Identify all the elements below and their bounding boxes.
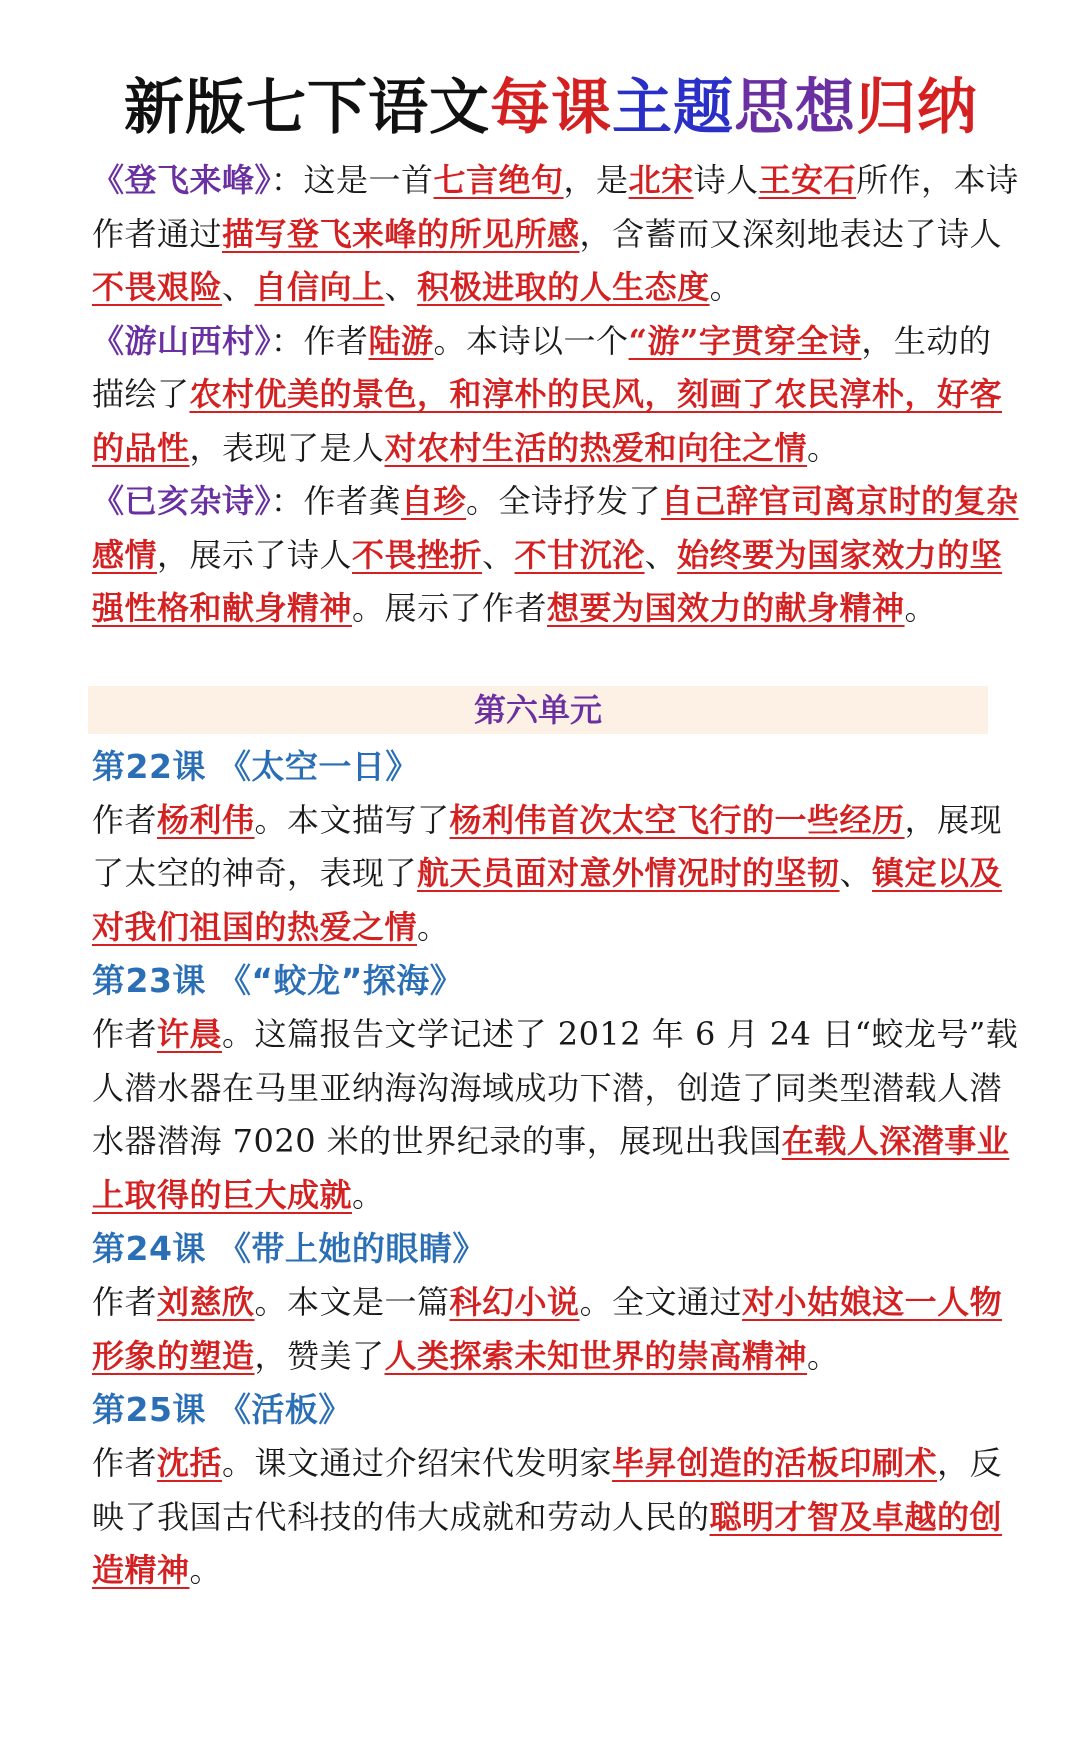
body-text: 。展示了作者: [352, 589, 548, 627]
key-point: 科幻小说: [449, 1283, 580, 1321]
body-text: ：这是一首: [271, 161, 434, 199]
key-point: 描写登飞来峰的所见所感: [222, 214, 580, 253]
key-point: 刘慈欣: [157, 1283, 255, 1321]
poem-paragraph: [92, 315, 1020, 476]
body-text: ，含蓄而又深刻地表达了诗人: [579, 214, 1003, 253]
title-segment: 主题: [612, 73, 734, 143]
unit-header: 第六单元: [88, 686, 988, 734]
body-text: 。: [807, 428, 840, 467]
poem-title: 《游山西村》: [92, 321, 272, 360]
title-segment: 每课: [490, 73, 612, 143]
body-text: 、: [482, 535, 515, 574]
body-text: ，展现了太空的神奇，表现了: [92, 800, 1003, 892]
body-text: ，反映了我国古代科技的伟大成就和劳动人民的: [92, 1444, 1003, 1536]
key-point: 陆游: [368, 321, 434, 360]
body-text: ，表现了是人: [189, 428, 385, 467]
key-point: 人类探索未知世界的崇高精神: [384, 1336, 808, 1375]
key-point: 自己辞官司离京时的复杂感情: [92, 482, 1019, 574]
poem-paragraph: [92, 154, 1020, 315]
body-text: 、: [384, 268, 418, 306]
body-text: 作者: [92, 1444, 158, 1482]
key-point: 不畏挫折: [352, 535, 483, 574]
key-point: 自珍: [401, 482, 467, 520]
lesson-heading: 第23课 《“蛟龙”探海》: [92, 961, 464, 1000]
body-text: ：作者: [271, 321, 369, 360]
key-point: 聪明才智及卓越的创造精神: [92, 1497, 1003, 1589]
lesson-heading: 第25课 《活板》: [92, 1390, 352, 1429]
lesson-paragraph: [92, 1276, 1020, 1383]
body-text: 。全文通过: [579, 1283, 743, 1321]
body-text: 。本诗以一个: [433, 321, 629, 360]
key-point: 始终要为国家效力的坚强性格和献身精神: [92, 535, 1003, 627]
body-text: 。: [904, 589, 938, 627]
body-text: ，生动的描绘了: [92, 321, 992, 413]
key-point: “游”字贯穿全诗: [628, 321, 862, 360]
title-segment: 新版七下语文: [124, 73, 490, 143]
title-segment: 思想: [734, 73, 856, 143]
body-text: 、: [644, 535, 678, 574]
poem-title: 《已亥杂诗》: [92, 482, 272, 520]
body-text: 。本文描写了: [254, 800, 450, 839]
body-text: 。本文是一篇: [254, 1283, 450, 1321]
body-text: 作者: [92, 1015, 158, 1053]
key-point: 七言绝句: [433, 161, 564, 199]
poem-section: [92, 154, 1020, 636]
key-point: 自信向上: [254, 268, 385, 306]
body-text: ：作者龚: [271, 482, 402, 520]
body-text: 。: [807, 1336, 840, 1375]
body-text: 、: [839, 854, 873, 892]
body-text: 。这篇报告文学记述了 2012 年 6 月 24 日“蛟龙号”载人潜水器在马里亚纳海沟海域成功下潜，创造了同类型潜载人潜水器潜海 7020 米的世界纪录的事，展现出我国: [92, 1015, 1019, 1160]
lesson-section: [92, 740, 1020, 1598]
body-text: 。: [189, 1551, 223, 1589]
key-point: 不甘沉沦: [514, 535, 645, 574]
lesson-paragraph: [92, 1437, 1020, 1598]
key-point: 积极进取的人生态度: [417, 268, 710, 306]
body-text: 。: [709, 268, 743, 306]
lesson-paragraph: [92, 1008, 1020, 1222]
poem-paragraph: [92, 475, 1020, 636]
key-point: 对小姑娘这一人物形象的塑造: [92, 1283, 1003, 1375]
poem-title: 《登飞来峰》: [92, 161, 272, 199]
body-text: 。: [417, 907, 450, 946]
body-text: 。全诗抒发了: [466, 482, 662, 520]
key-point: 农村优美的景色，和淳朴的民风，刻画了农民淳朴，好客的品性: [92, 375, 1003, 467]
key-point: 镇定以及对我们祖国的热爱之情: [92, 854, 1003, 946]
body-text: 。: [352, 1175, 385, 1214]
key-point: 想要为国效力的献身精神: [547, 589, 905, 627]
key-point: 在载人深潜事业上取得的巨大成就: [92, 1122, 1010, 1214]
body-text: 、: [222, 268, 255, 306]
body-text: 。课文通过介绍宋代发明家: [222, 1444, 613, 1482]
body-text: ，赞美了: [254, 1336, 385, 1375]
body-text: 所作，本诗作者通过: [92, 161, 1019, 253]
lesson-heading: 第22课 《太空一日》: [92, 746, 419, 786]
body-text: 作者: [92, 800, 158, 839]
key-point: 毕昇创造的活板印刷术: [612, 1444, 938, 1482]
page-title: [82, 66, 1020, 150]
key-point: 王安石: [758, 161, 857, 199]
body-text: 诗人: [693, 161, 759, 199]
body-text: ，是: [563, 161, 629, 199]
key-point: 杨利伟: [157, 800, 255, 839]
lesson-heading: 第24课 《带上她的眼睛》: [92, 1229, 486, 1268]
key-point: 对农村生活的热爱和向往之情: [384, 428, 808, 467]
body-text: 作者: [92, 1283, 158, 1321]
key-point: 航天员面对意外情况时的坚韧: [417, 854, 840, 892]
key-point: 杨利伟首次太空飞行的一些经历: [449, 800, 905, 839]
key-point: 沈括: [157, 1444, 223, 1482]
body-text: ，展示了诗人: [157, 535, 353, 574]
key-point: 许晨: [157, 1015, 223, 1053]
key-point: 北宋: [628, 161, 694, 199]
key-point: 不畏艰险: [92, 268, 223, 306]
title-segment: 归纳: [856, 73, 978, 143]
lesson-paragraph: [92, 794, 1020, 955]
